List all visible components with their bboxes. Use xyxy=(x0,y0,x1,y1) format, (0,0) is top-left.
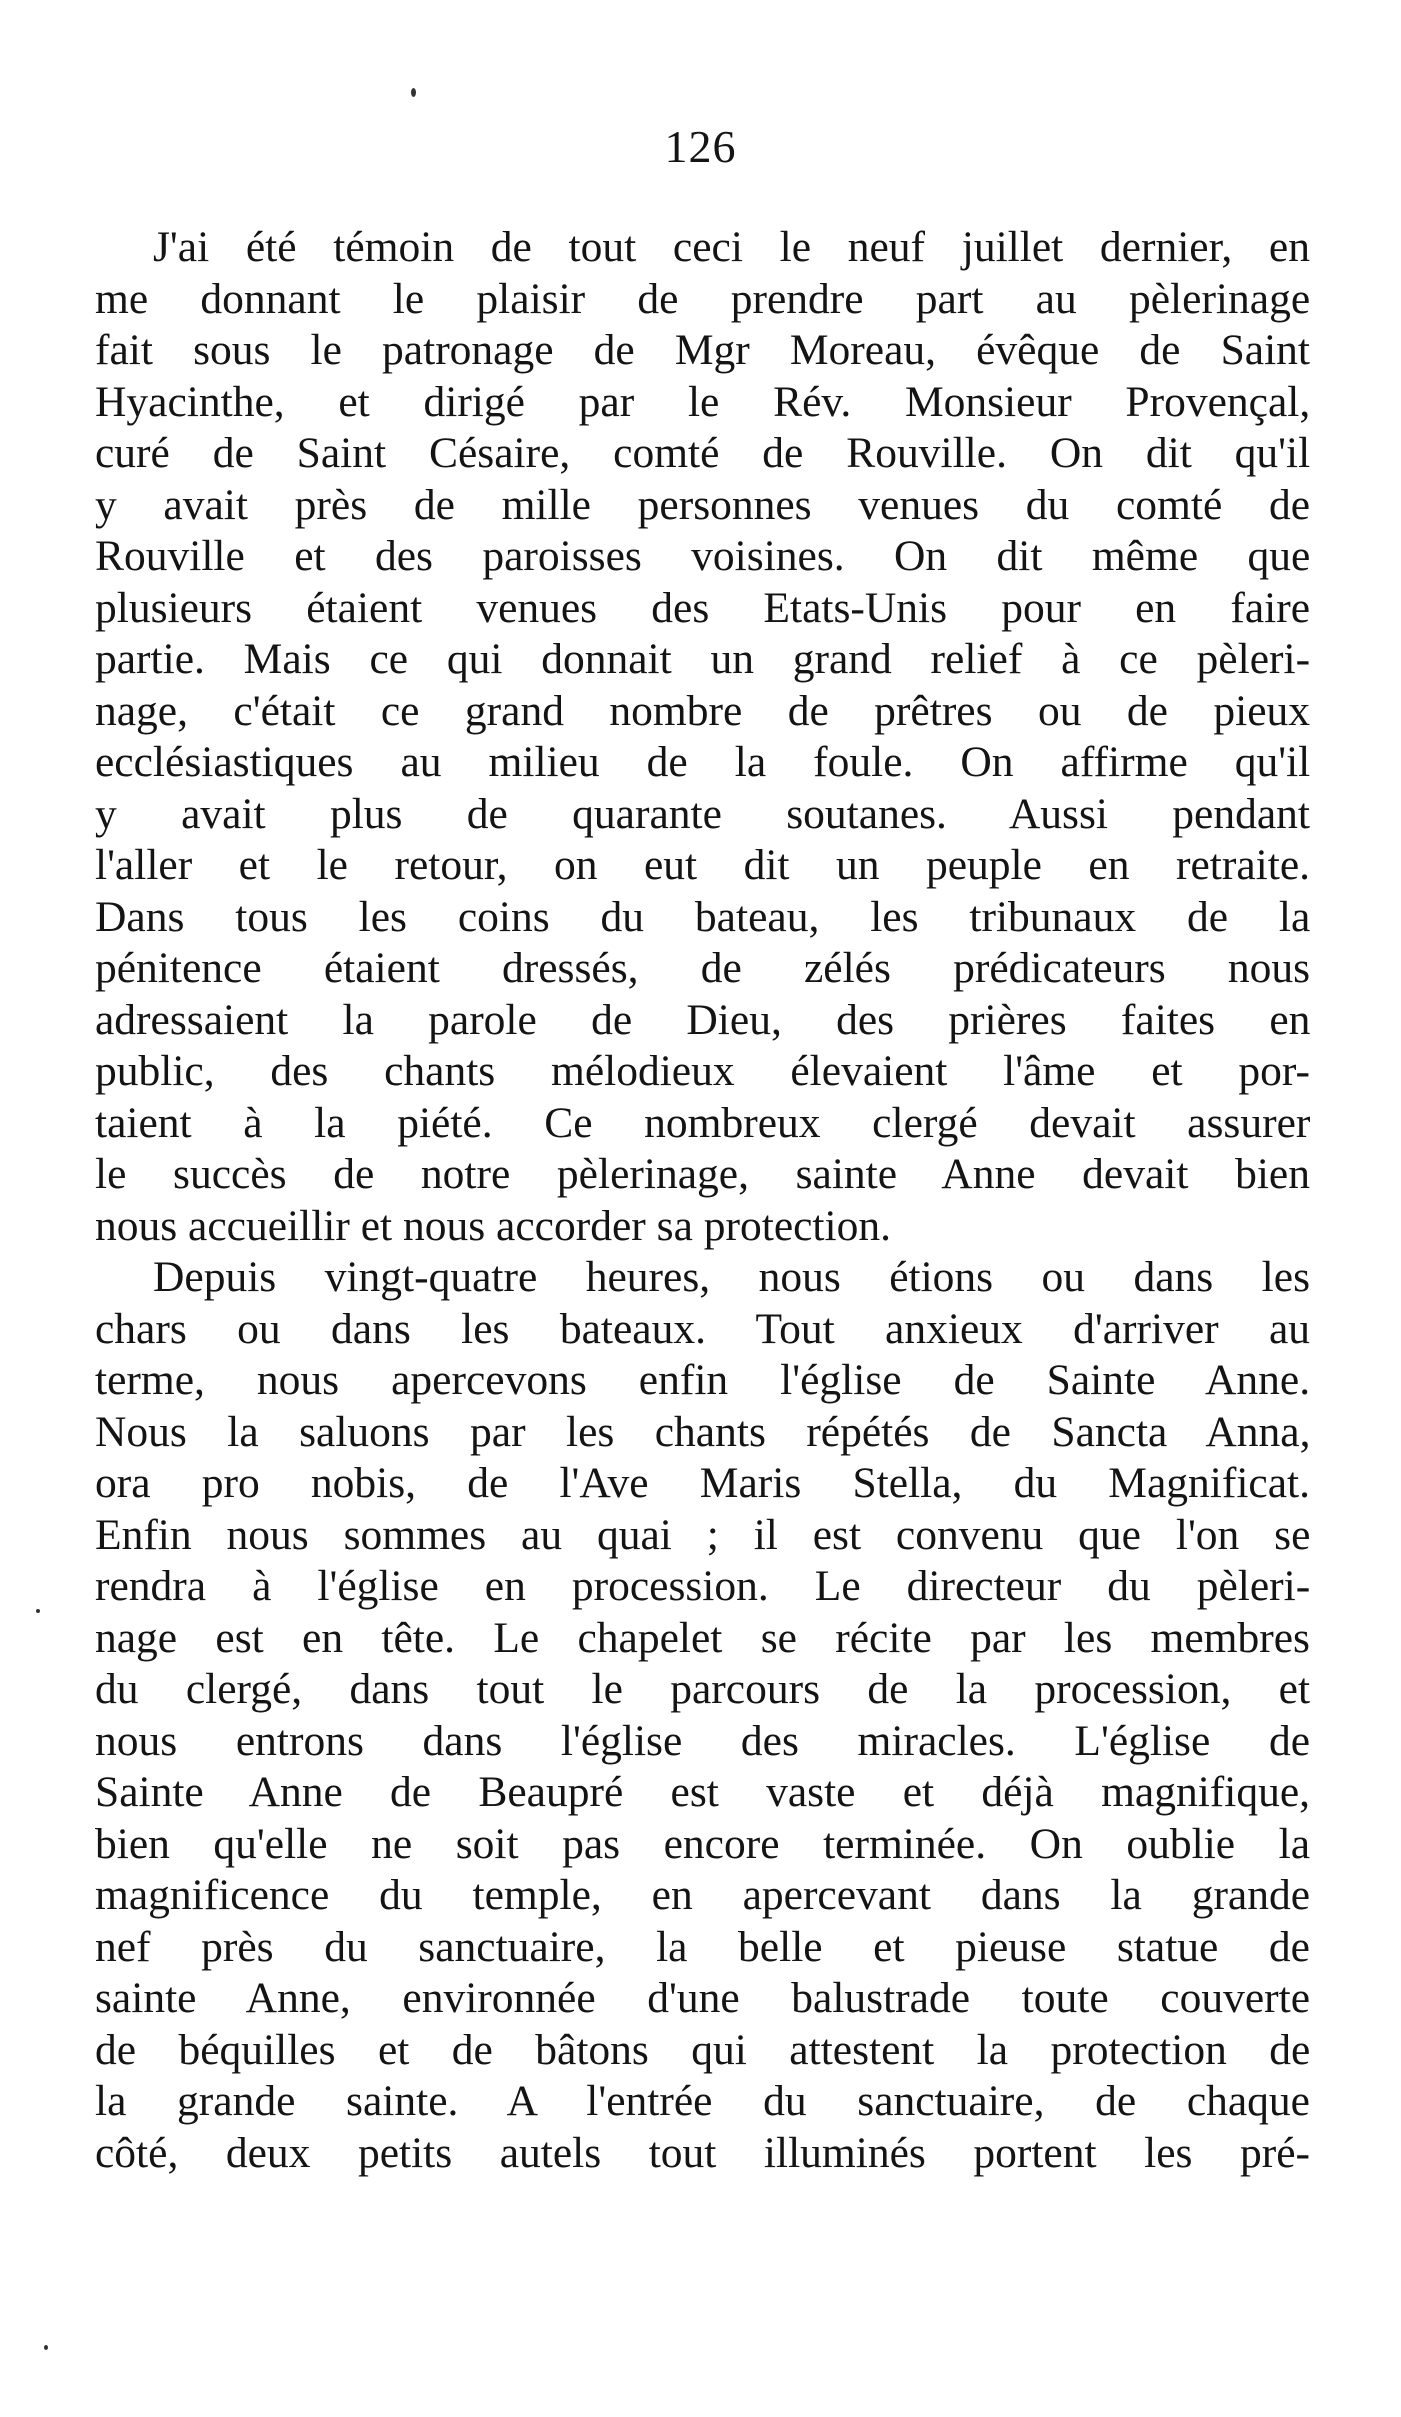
text-line: Sainte Anne de Beaupré est vaste et déjà magnifique, xyxy=(95,1768,1311,1816)
ink-speck xyxy=(44,2345,48,2350)
text-line: ecclésiastiques au milieu de la foule. On affirme qu'il xyxy=(95,738,1311,786)
text-line: curé de Saint Césaire, comté de Rouville. On dit qu'il xyxy=(95,429,1311,477)
text-line: le succès de notre pèlerinage, sainte Anne devait bien xyxy=(95,1150,1310,1198)
text-line: nage est en tête. Le chapelet se récite par les membres xyxy=(95,1613,1310,1662)
text-line: Enfin nous sommes au quai ; il est convenu que l'on se xyxy=(95,1510,1311,1559)
page-number: 126 xyxy=(664,121,737,172)
text-line: de béquilles et de bâtons qui attestent la protection de xyxy=(95,2025,1311,2074)
text-line: terme, nous apercevons enfin l'église de Sainte Anne. xyxy=(95,1356,1311,1404)
body-text xyxy=(95,222,1310,2179)
text-line: me donnant le plaisir de prendre part au pèlerinage xyxy=(95,274,1311,323)
text-line: côté, deux petits autels tout illuminés portent les pré- xyxy=(95,2128,1310,2177)
text-line: Depuis vingt-quatre heures, nous étions ou dans les xyxy=(153,1253,1311,1301)
paragraph-1 xyxy=(95,222,1310,1252)
text-line: pénitence étaient dressés, de zélés prédicateurs nous xyxy=(95,944,1311,992)
text-line: y avait plus de quarante soutanes. Aussi pendant xyxy=(95,789,1310,838)
text-line: adressaient la parole de Dieu, des prières faites en xyxy=(95,995,1311,1044)
text-line: Nous la saluons par les chants répétés de Sancta Anna, xyxy=(95,1407,1311,1456)
text-line: partie. Mais ce qui donnait un grand relief à ce pèleri- xyxy=(95,635,1311,683)
text-line: sainte Anne, environnée d'une balustrade toute couverte xyxy=(95,1974,1310,2022)
text-line: nous accueillir et nous accorder sa protection. xyxy=(95,1201,891,1250)
text-line: rendra à l'église en procession. Le directeur du pèleri- xyxy=(95,1562,1311,1610)
text-line: nous entrons dans l'église des miracles. L'église de xyxy=(95,1716,1310,1765)
text-line: magnificence du temple, en apercevant dans la grande xyxy=(95,1871,1311,1919)
text-line: fait sous le patronage de Mgr Moreau, évêque de Saint xyxy=(95,326,1310,374)
text-line: plusieurs étaient venues des Etats-Unis pour en faire xyxy=(95,583,1311,632)
text-line: Hyacinthe, et dirigé par le Rév. Monsieur Provençal, xyxy=(95,377,1311,426)
text-line: taient à la piété. Ce nombreux clergé devait assurer xyxy=(95,1098,1311,1147)
text-line: du clergé, dans tout le parcours de la procession, et xyxy=(95,1665,1311,1713)
text-line: chars ou dans les bateaux. Tout anxieux d'arriver au xyxy=(95,1304,1311,1353)
ink-speck xyxy=(411,88,416,97)
text-line: Dans tous les coins du bateau, les tribunaux de la xyxy=(95,892,1311,941)
text-line: public, des chants mélodieux élevaient l'âme et por- xyxy=(95,1047,1310,1095)
text-line: J'ai été témoin de tout ceci le neuf juillet dernier, en xyxy=(153,223,1310,271)
text-line: l'aller et le retour, on eut dit un peuple en retraite. xyxy=(95,841,1310,889)
text-line: nef près du sanctuaire, la belle et pieuse statue de xyxy=(95,1922,1310,1971)
text-line: Rouville et des paroisses voisines. On dit même que xyxy=(95,532,1311,580)
text-line: la grande sainte. A l'entrée du sanctuaire, de chaque xyxy=(95,2077,1310,2125)
text-line: nage, c'était ce grand nombre de prêtres ou de pieux xyxy=(95,686,1311,735)
text-line: y avait près de mille personnes venues du comté de xyxy=(95,480,1310,529)
ink-speck xyxy=(36,1609,40,1613)
text-line: ora pro nobis, de l'Ave Maris Stella, du Magnificat. xyxy=(95,1459,1310,1507)
text-line: bien qu'elle ne soit pas encore terminée. On oublie la xyxy=(95,1819,1311,1868)
paragraph-2 xyxy=(95,1252,1310,2179)
